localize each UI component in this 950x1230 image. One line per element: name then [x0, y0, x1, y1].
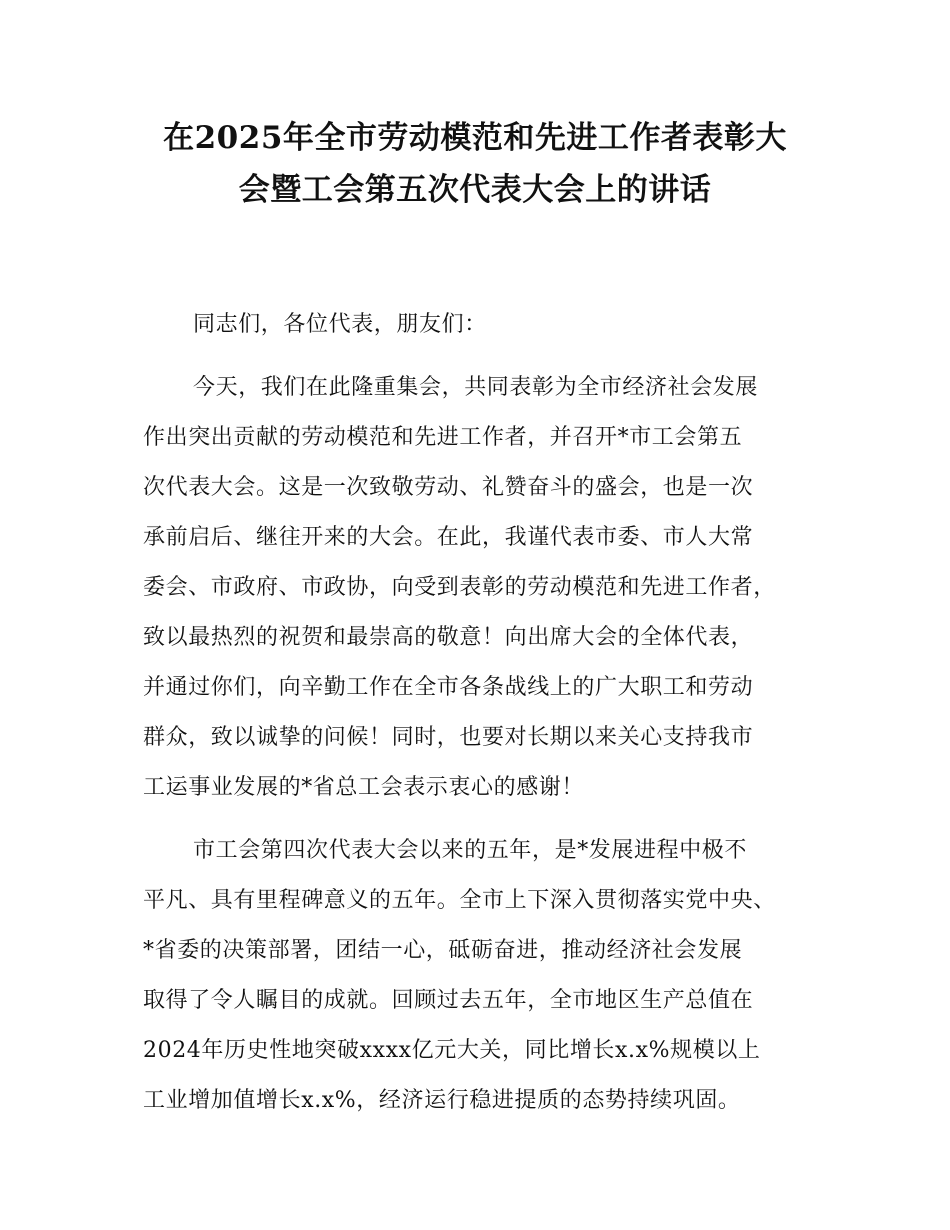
- text-line: *省委的决策部署，团结一心，砥砺奋进，推动经济社会发展: [143, 938, 743, 963]
- paragraph-salutation: [143, 300, 823, 350]
- text-line: 委会、市政府、市政协，向受到表彰的劳动模范和先进工作者，: [143, 575, 776, 600]
- text-line: 致以最热烈的祝贺和最崇高的敬意！向出席大会的全体代表，: [143, 625, 754, 650]
- paragraph-review: [143, 826, 823, 1126]
- text-line: 工业增加值增长x.x%，经济运行稳进提质的态势持续巩固。: [143, 1088, 741, 1113]
- text-line: 群众，致以诚挚的问候！同时，也要对长期以来关心支持我市: [143, 725, 754, 750]
- text-line: 并通过你们，向辛勤工作在全市各条战线上的广大职工和劳动: [143, 675, 754, 700]
- text-line: 今天，我们在此隆重集会，共同表彰为全市经济社会发展: [193, 375, 759, 400]
- title-line: 在2025年全市劳动模范和先进工作者表彰大: [163, 120, 787, 156]
- text-line: 平凡、具有里程碑意义的五年。全市上下深入贯彻落实党中央、: [143, 888, 776, 913]
- title-line: 会暨工会第五次代表大会上的讲话: [238, 172, 712, 208]
- document-title: [0, 112, 950, 216]
- text-line: 工运事业发展的*省总工会表示衷心的感谢！: [143, 775, 585, 800]
- text-line: 市工会第四次代表大会以来的五年，是*发展进程中极不: [193, 838, 748, 863]
- document-body: [143, 300, 823, 1139]
- text-line: 2024年历史性地突破xxxx亿元大关，同比增长x.x%规模以上: [143, 1038, 761, 1063]
- text-line: 承前启后、继往开来的大会。在此，我谨代表市委、市人大常: [143, 525, 754, 550]
- text-line: 次代表大会。这是一次致敬劳动、礼赞奋斗的盛会，也是一次: [143, 475, 754, 500]
- text-line: 取得了令人瞩目的成就。回顾过去五年，全市地区生产总值在: [143, 988, 754, 1013]
- text-line: 同志们，各位代表，朋友们：: [193, 312, 487, 337]
- paragraph-opening: [143, 363, 823, 813]
- text-line: 作出突出贡献的劳动模范和先进工作者，并召开*市工会第五: [143, 425, 743, 450]
